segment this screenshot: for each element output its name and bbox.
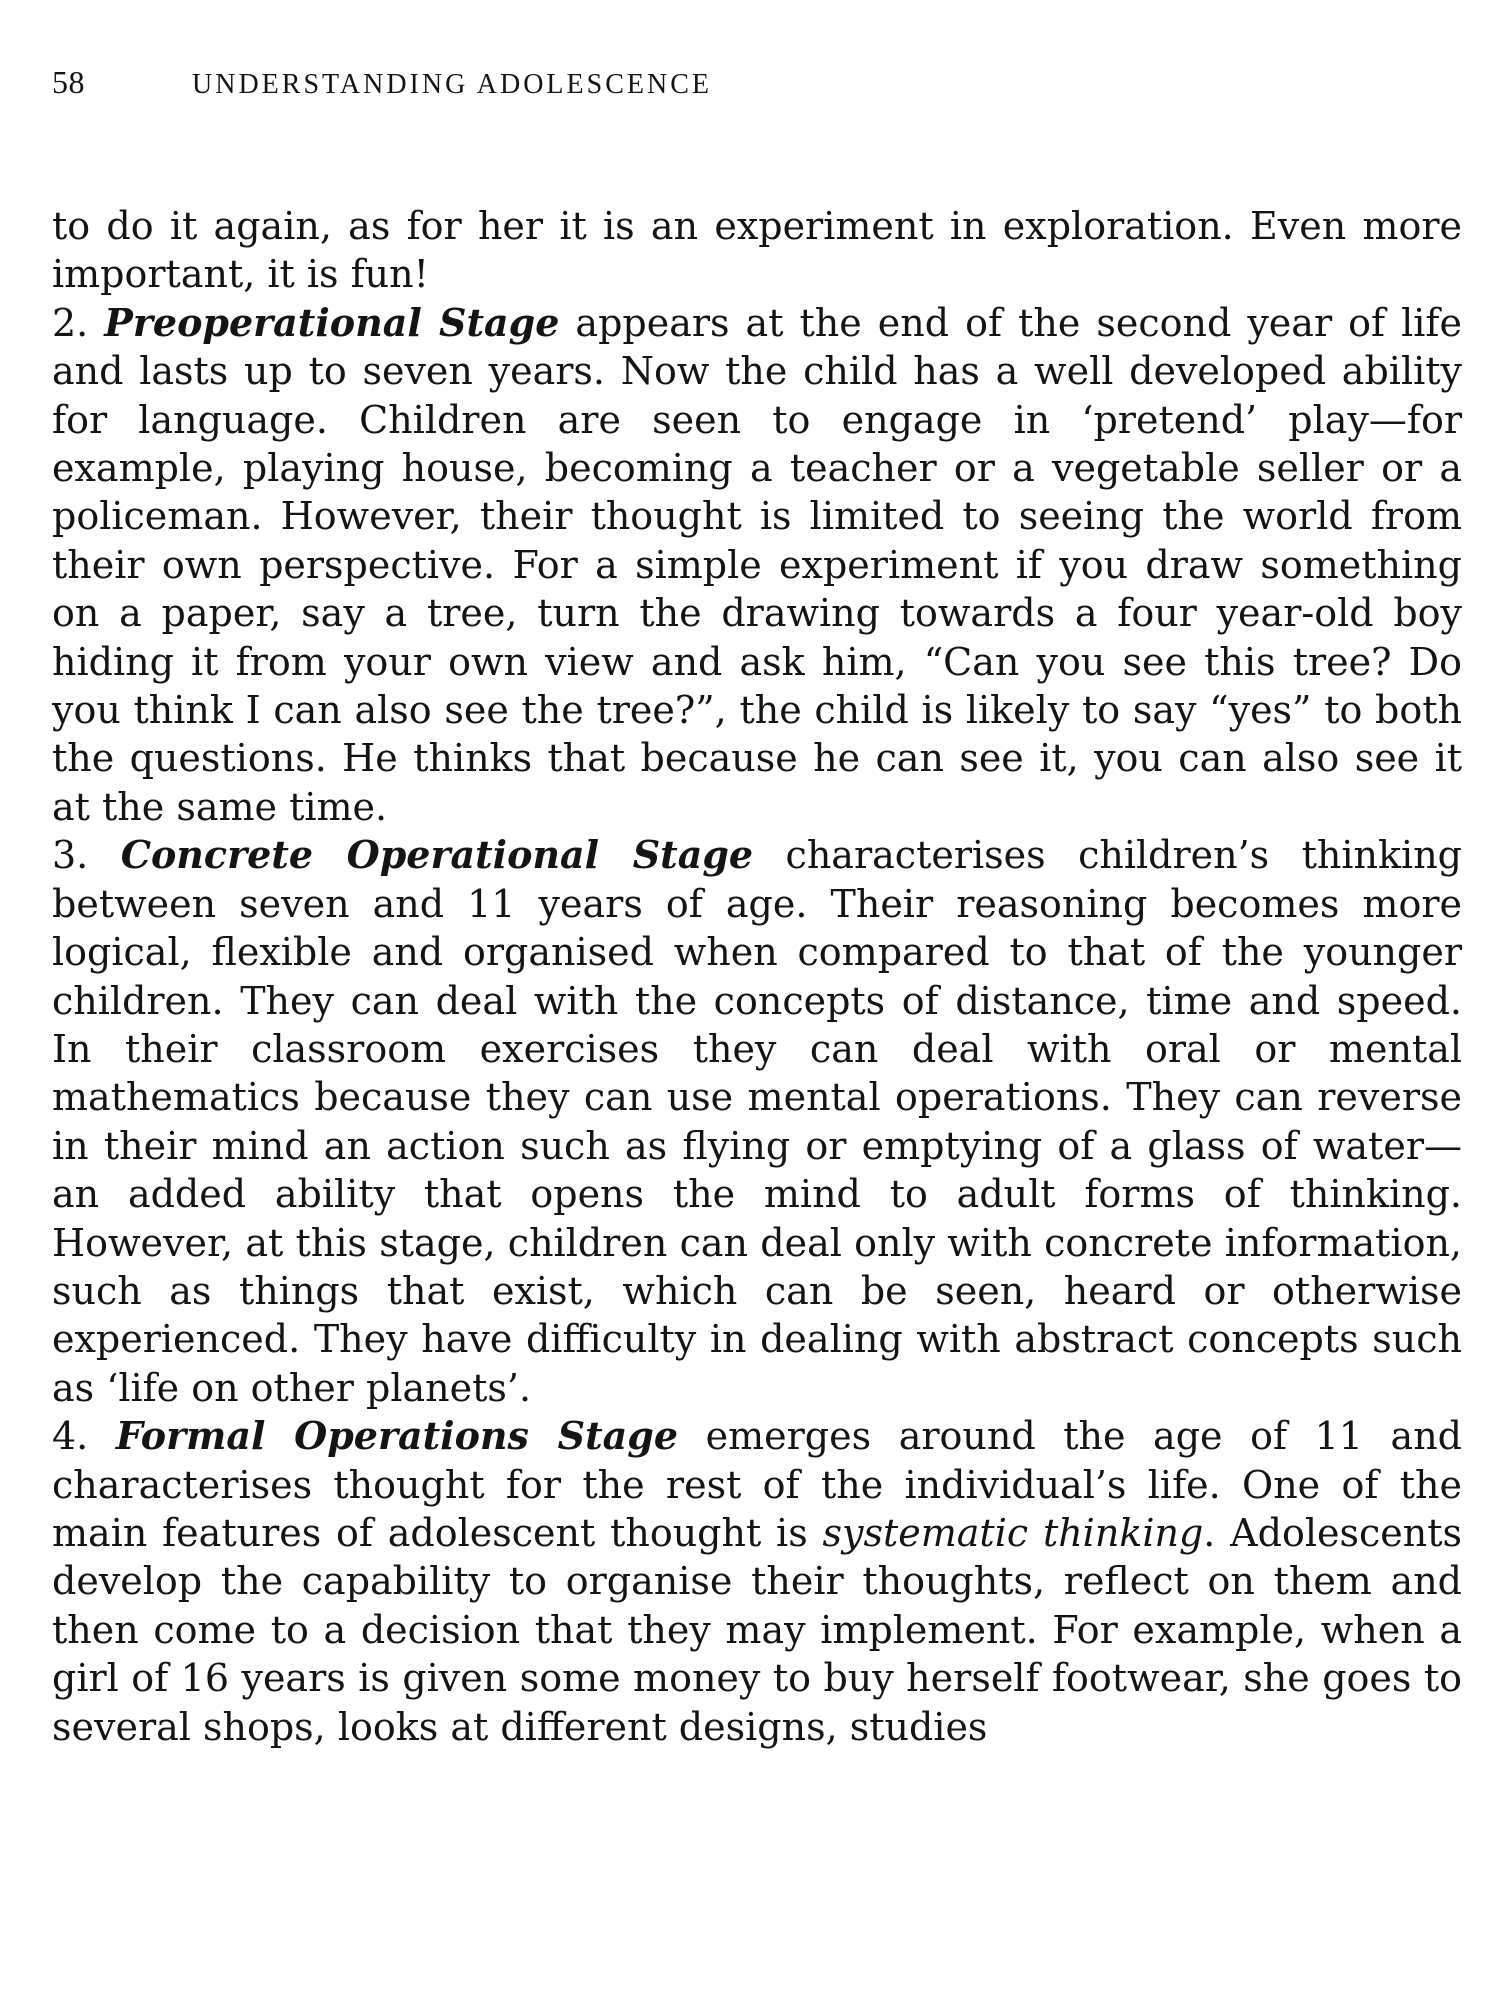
emphasized-phrase: systematic thinking bbox=[822, 1510, 1204, 1555]
book-page bbox=[52, 64, 1462, 1751]
paragraph-continuation bbox=[52, 202, 1462, 299]
paragraph-preoperational-stage bbox=[52, 299, 1462, 831]
list-number: 3. bbox=[52, 833, 121, 878]
stage-term: Preoperational Stage bbox=[104, 299, 560, 345]
list-number: 2. bbox=[52, 300, 105, 345]
page-number: 58 bbox=[52, 64, 85, 100]
paragraph-text: appears at the end of the second year of life and lasts up to seven years. Now the child has a well developed ability for language. Children are seen to engage in ‘pretend’ play—for example, playing house, becoming a teacher or a vegetable seller or a policeman. However, their thought is limited to seeing the world from their own perspective. For a simple experiment if you draw something on a paper, say a tree, turn the drawing towards a four year-old boy hiding it from your own view and ask him, “Can you see this tree? Do you think I can also see the tree?”, the child is likely to say “yes” to both the questions. He thinks that because he can see it, you can also see it at the same time. bbox=[52, 300, 1462, 829]
paragraph-text: to do it again, as for her it is an experiment in exploration. Even more important, it is fun! bbox=[52, 204, 1462, 297]
body-text bbox=[52, 202, 1462, 1751]
paragraph-text: characterises children’s thinking between seven and 11 years of age. Their reasoning becomes more logical, flexible and organised when compared to that of the younger children. They can deal with the concepts of distance, time and speed. In their classroom exercises they can deal with oral or mental mathematics because they can use mental operations. They can reverse in their mind an action such as flying or emptying of a glass of water—an added ability that opens the mind to adult forms of thinking. However, at this stage, children can deal only with concrete information, such as things that exist, which can be seen, heard or otherwise experienced. They have difficulty in dealing with abstract concepts such as ‘life on other planets’. bbox=[52, 833, 1462, 1410]
paragraph-concrete-operational-stage bbox=[52, 831, 1462, 1412]
paragraph-text-continued: . Adolescents develop the capability to organise their thoughts, reflect on them and then come to a decision that they may implement. For example, when a girl of 16 years is given some money to buy herself footwear, she goes to several shops, looks at different designs, studies bbox=[52, 1510, 1462, 1749]
paragraph-formal-operations-stage bbox=[52, 1412, 1462, 1751]
paragraph-text: emerges around the age of 11 and characterises thought for the rest of the individual’s life. One of the main features of adolescent thought is bbox=[52, 1414, 1463, 1555]
page-header bbox=[52, 64, 1462, 120]
list-number: 4. bbox=[52, 1414, 116, 1459]
running-title: UNDERSTANDING ADOLESCENCE bbox=[192, 69, 712, 100]
stage-term: Concrete Operational Stage bbox=[120, 832, 754, 878]
stage-term: Formal Operations Stage bbox=[115, 1413, 679, 1459]
